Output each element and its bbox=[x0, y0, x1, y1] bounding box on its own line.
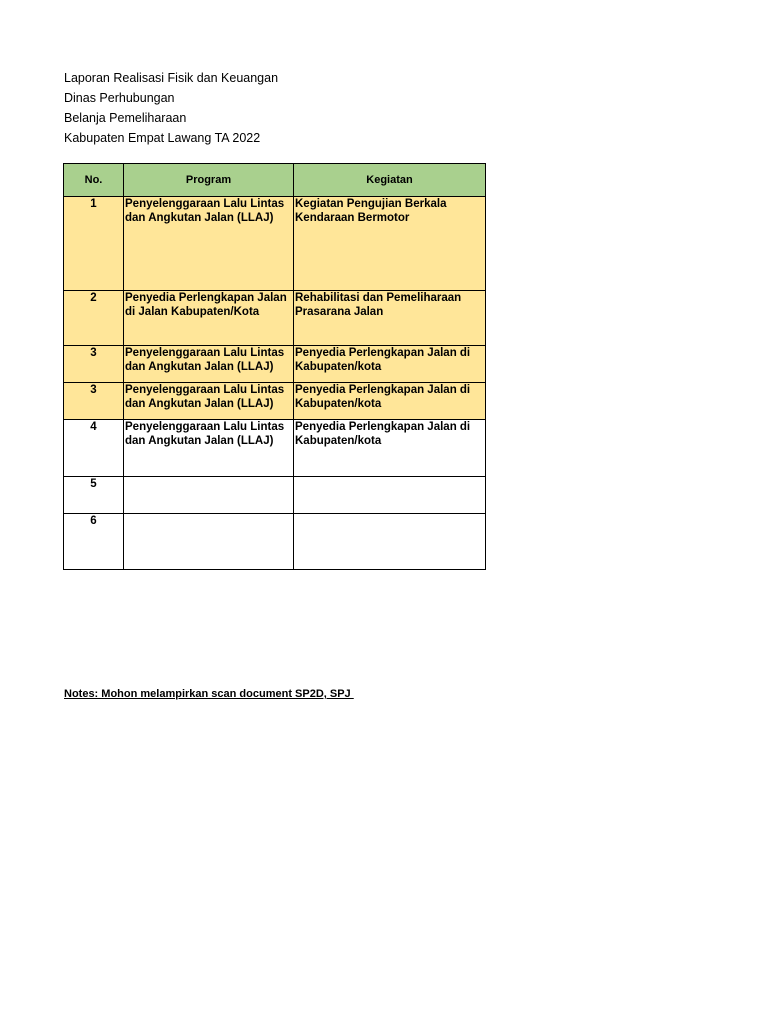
kegiatan-cell: Penyedia Perlengkapan Jalan di Kabupaten/kota bbox=[294, 346, 486, 383]
expense-category: Belanja Pemeliharaan bbox=[64, 111, 187, 125]
kegiatan-cell bbox=[294, 514, 486, 570]
table-row bbox=[64, 477, 486, 514]
column-header-kegiatan: Kegiatan bbox=[294, 164, 486, 197]
table-row bbox=[64, 291, 486, 346]
report-table bbox=[63, 163, 486, 570]
table-row bbox=[64, 514, 486, 570]
program-cell: Penyelenggaraan Lalu Lintas dan Angkutan Jalan (LLAJ) bbox=[124, 197, 294, 291]
program-cell: Penyelenggaraan Lalu Lintas dan Angkutan Jalan (LLAJ) bbox=[124, 420, 294, 477]
row-number: 2 bbox=[64, 291, 124, 346]
column-header-program: Program bbox=[124, 164, 294, 197]
table-header-row bbox=[64, 164, 486, 197]
program-cell: Penyedia Perlengkapan Jalan di Jalan Kabupaten/Kota bbox=[124, 291, 294, 346]
row-number: 1 bbox=[64, 197, 124, 291]
row-number: 3 bbox=[64, 346, 124, 383]
report-title: Laporan Realisasi Fisik dan Keuangan bbox=[64, 71, 279, 85]
report-header bbox=[64, 68, 278, 148]
kegiatan-cell bbox=[294, 477, 486, 514]
kegiatan-cell: Penyedia Perlengkapan Jalan di Kabupaten/kota bbox=[294, 420, 486, 477]
program-cell: Penyelenggaraan Lalu Lintas dan Angkutan Jalan (LLAJ) bbox=[124, 346, 294, 383]
notes-text: Notes: Mohon melampirkan scan document SP2D, SPJ bbox=[64, 688, 354, 700]
column-header-no: No. bbox=[64, 164, 124, 197]
program-cell bbox=[124, 514, 294, 570]
kegiatan-cell: Rehabilitasi dan Pemeliharaan Prasarana Jalan bbox=[294, 291, 486, 346]
kegiatan-cell: Kegiatan Pengujian Berkala Kendaraan Bermotor bbox=[294, 197, 486, 291]
kegiatan-cell: Penyedia Perlengkapan Jalan di Kabupaten/kota bbox=[294, 383, 486, 420]
row-number: 6 bbox=[64, 514, 124, 570]
table-row bbox=[64, 346, 486, 383]
row-number: 5 bbox=[64, 477, 124, 514]
program-cell bbox=[124, 477, 294, 514]
row-number: 3 bbox=[64, 383, 124, 420]
region-fiscal-year: Kabupaten Empat Lawang TA 2022 bbox=[64, 131, 261, 145]
table-row bbox=[64, 197, 486, 291]
table-row bbox=[64, 383, 486, 420]
program-cell: Penyelenggaraan Lalu Lintas dan Angkutan Jalan (LLAJ) bbox=[124, 383, 294, 420]
row-number: 4 bbox=[64, 420, 124, 477]
table-row bbox=[64, 420, 486, 477]
agency-name: Dinas Perhubungan bbox=[64, 91, 175, 105]
